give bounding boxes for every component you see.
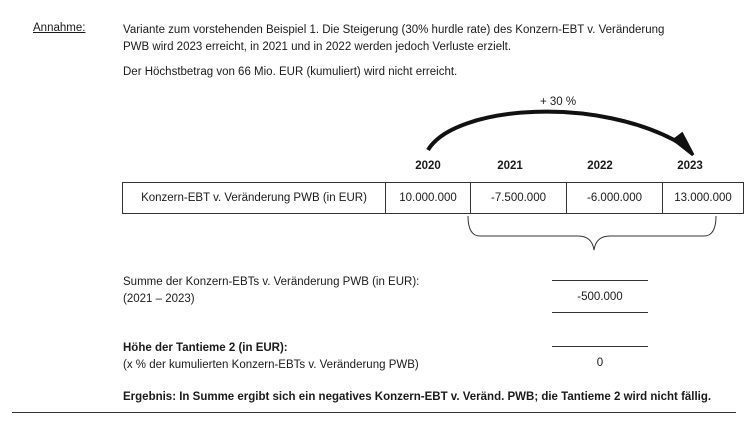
ergebnis-text: Ergebnis: In Summe ergibt sich ein negatives Konzern-EBT v. Veränd. PWB; die Tantieme 2 wird nicht fällig. (123, 391, 712, 403)
summe-top-rule (552, 280, 648, 281)
summe-sublabel: (2021 – 2023) (123, 293, 195, 305)
summe-label: Summe der Konzern-EBTs v. Veränderung PWB (in EUR): (123, 276, 420, 288)
bottom-divider (12, 412, 736, 413)
tantieme-block (123, 340, 419, 374)
summe-block (123, 274, 419, 308)
ebt-table (122, 182, 744, 214)
growth-arrow (428, 112, 683, 150)
description-line-2: PWB wird 2023 erreicht, in 2021 und in 2022 werden jedoch Verluste erzielt. (123, 41, 512, 53)
value-2022: -6.000.000 (567, 183, 663, 214)
value-2023: 13.000.000 (663, 183, 744, 214)
tantieme-value: 0 (596, 357, 604, 369)
tantieme-top-rule (552, 346, 648, 347)
value-2020: 10.000.000 (386, 183, 471, 214)
year-2020: 2020 (415, 160, 441, 172)
value-2021: -7.500.000 (471, 183, 567, 214)
table-row-label: Konzern-EBT v. Veränderung PWB (in EUR) (123, 183, 386, 214)
summary-brace (468, 216, 716, 250)
summe-bottom-rule (552, 312, 648, 313)
annahme-label: Annahme: (33, 22, 86, 34)
year-2023: 2023 (677, 160, 703, 172)
tantieme-label: Höhe der Tantieme 2 (in EUR): (123, 342, 288, 354)
year-2021: 2021 (497, 160, 523, 172)
growth-arrow-label: + 30 % (540, 96, 577, 108)
year-2022: 2022 (587, 160, 613, 172)
table-row (123, 183, 744, 214)
description-line-3: Der Höchstbetrag von 66 Mio. EUR (kumuliert) wird nicht erreicht. (123, 66, 458, 78)
summe-value: -500.000 (577, 291, 623, 303)
growth-arrowhead (674, 134, 693, 155)
tantieme-sublabel: (x % der kumulierten Konzern-EBTs v. Veränderung PWB) (123, 359, 419, 371)
description-line-1: Variante zum vorstehenden Beispiel 1. Die Steigerung (30% hurdle rate) des Konzern-EBT v. Veränderung (123, 24, 665, 36)
